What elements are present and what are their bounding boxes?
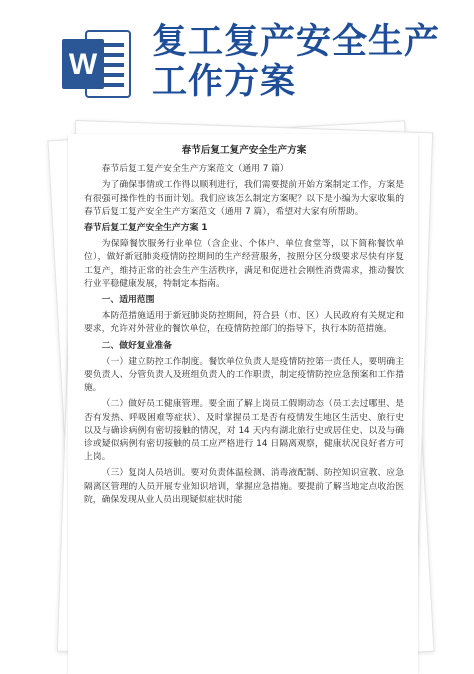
paragraph: 本防范措施适用于新冠肺炎防控期间，符合县（市、区）人民政府有关规定和要求，允许对外营业的餐饮单位，在疫情防控部门的指导下，执行本防范措施。 xyxy=(84,311,404,335)
header xyxy=(0,0,474,112)
paragraph: （三）复岗人员培训。要对负责体温检测、消毒液配制、防控知识宣教、应急隔离区管理的人员开展专业知识培训，掌握应急措施。要提前了解当地定点收治医院，确保发现从业人员出现疑似症状时能 xyxy=(84,468,404,505)
document-page xyxy=(68,134,418,674)
document-title: 春节后复工复产安全生产方案 xyxy=(181,145,307,156)
paragraph: （一）建立防控工作制度。餐饮单位负责人是疫情防控第一责任人，要明确主要负责人、分管负责人及班组负责人的工作职责，制定疫情防控应急预案和工作措施。 xyxy=(84,356,404,394)
fade-overlay xyxy=(68,604,418,674)
document-subtitle: 春节后复工复产安全生产方案范文（通用 7 篇） xyxy=(101,164,289,175)
document-body xyxy=(84,144,404,510)
intro-paragraph: 为了确保事情或工作得以顺利进行，我们需要提前开始方案制定工作，方案是有很强可操作性的书面计划。我们应该怎么制定方案呢？以下是小编为大家收集的春节后复工复产安全生产方案范文（通用 7 篇），希望对大家有所帮助。 xyxy=(84,180,404,217)
title-line-1: 复工复产安全生产 xyxy=(152,22,441,62)
page-title xyxy=(152,22,470,102)
section-heading: 春节后复工复产安全生产方案 1 xyxy=(84,223,208,234)
paragraph: 为保障餐饮服务行业单位（含企业、个体户、单位食堂等，以下简称餐饮单位），做好新冠肺炎疫情防控期间的生产经营服务，按照分区分级要求尽快有序复工复产，维持正常的社会生产生活秩序，满足和促进社会刚性消费需求，推动餐饮行业平稳健康发展，特制定本指南。 xyxy=(84,239,404,289)
paragraph: （二）做好员工健康管理。要全面了解上岗员工假期动态（员工去过哪里、是否有发热、呼吸困难等症状）、及时掌握员工是否有疫情发生地区生活史、旅行史以及与确诊病例有密切接触的情况，对 14 天内有湖北旅行史或居住史、以及与确诊或疑似病例有密切接触的员工应严格进行 14 日隔离观察，健康状况良好者方可上岗。 xyxy=(84,399,404,463)
section-heading: 一、适用范围 xyxy=(101,295,155,306)
document-preview xyxy=(62,116,424,669)
title-line-2: 工作方案 xyxy=(152,62,297,102)
section-heading: 二、做好复业准备 xyxy=(101,340,172,351)
logo-letter: W xyxy=(68,48,98,81)
word-document-icon xyxy=(62,27,132,101)
